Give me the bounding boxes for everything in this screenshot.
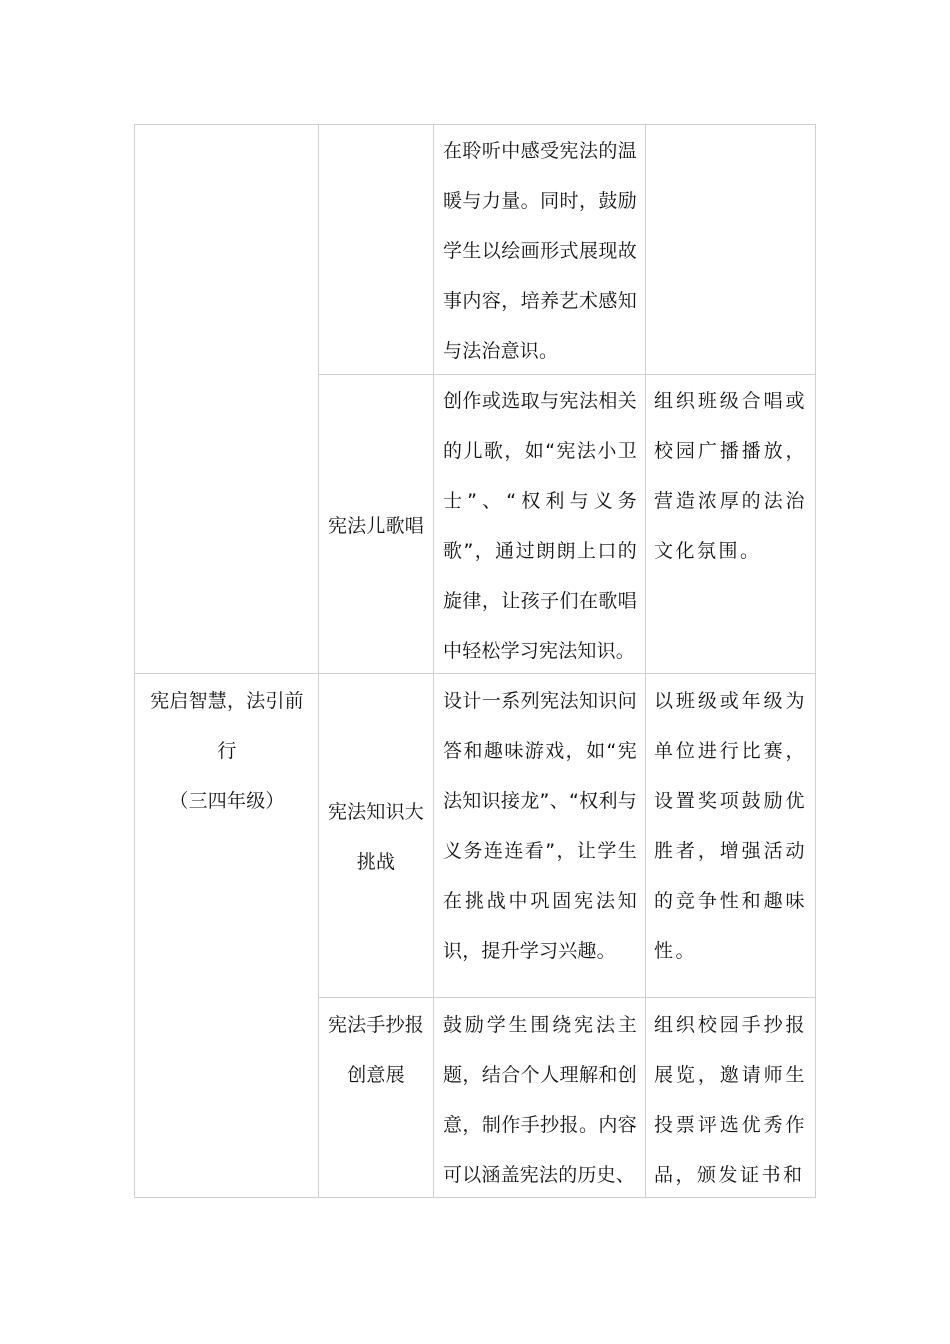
table-border-left (134, 124, 135, 1198)
method-cell-continued: 在聆听中感受宪法的温暖与力量。同时，鼓励学生以绘画形式展现故事内容，培养艺术感知与法治意识。 (443, 140, 637, 362)
organization-cell-poster: 组织校园手抄报展览，邀请师生投票评选优秀作品，颁发证书和 (654, 1014, 807, 1186)
column-divider-3 (645, 124, 646, 1198)
activity-cell-songs: 宪法儿歌唱 (327, 515, 424, 537)
theme-title (136, 676, 318, 776)
table-border-top (134, 124, 816, 125)
theme-title-line2: 行 (217, 740, 237, 762)
column-divider-2 (433, 124, 434, 1198)
table-border-right (815, 124, 816, 1198)
method-cell-challenge: 设计一系列宪法知识问答和趣味游戏，如“宪法知识接龙”、“权利与义务连连看”，让学生在挑战中巩固宪法知识，提升学习兴趣。 (443, 690, 637, 962)
activity-cell-challenge: 宪法知识大挑战 (327, 801, 424, 873)
organization-cell-songs: 组织班级合唱或校园广播播放，营造浓厚的法治文化氛围。 (654, 390, 807, 562)
row-divider-3 (318, 997, 816, 998)
column-divider-1 (318, 124, 319, 1198)
method-cell-poster: 鼓励学生围绕宪法主题，结合个人理解和创意，制作手抄报。内容可以涵盖宪法的历史、 (443, 1014, 637, 1186)
theme-title-line1: 宪启智慧，法引前 (150, 690, 304, 712)
method-cell-songs: 创作或选取与宪法相关的儿歌，如“宪法小卫士”、“权利与义务歌”，通过朗朗上口的旋律，让孩子们在歌唱中轻松学习宪法知识。 (443, 390, 637, 662)
grade-label: （三四年级） (169, 790, 285, 812)
organization-cell-challenge: 以班级或年级为单位进行比赛，设置奖项鼓励优胜者，增强活动的竞争性和趣味性。 (654, 690, 807, 962)
theme-cell (136, 676, 318, 826)
activity-cell-poster: 宪法手抄报创意展 (327, 1014, 424, 1086)
